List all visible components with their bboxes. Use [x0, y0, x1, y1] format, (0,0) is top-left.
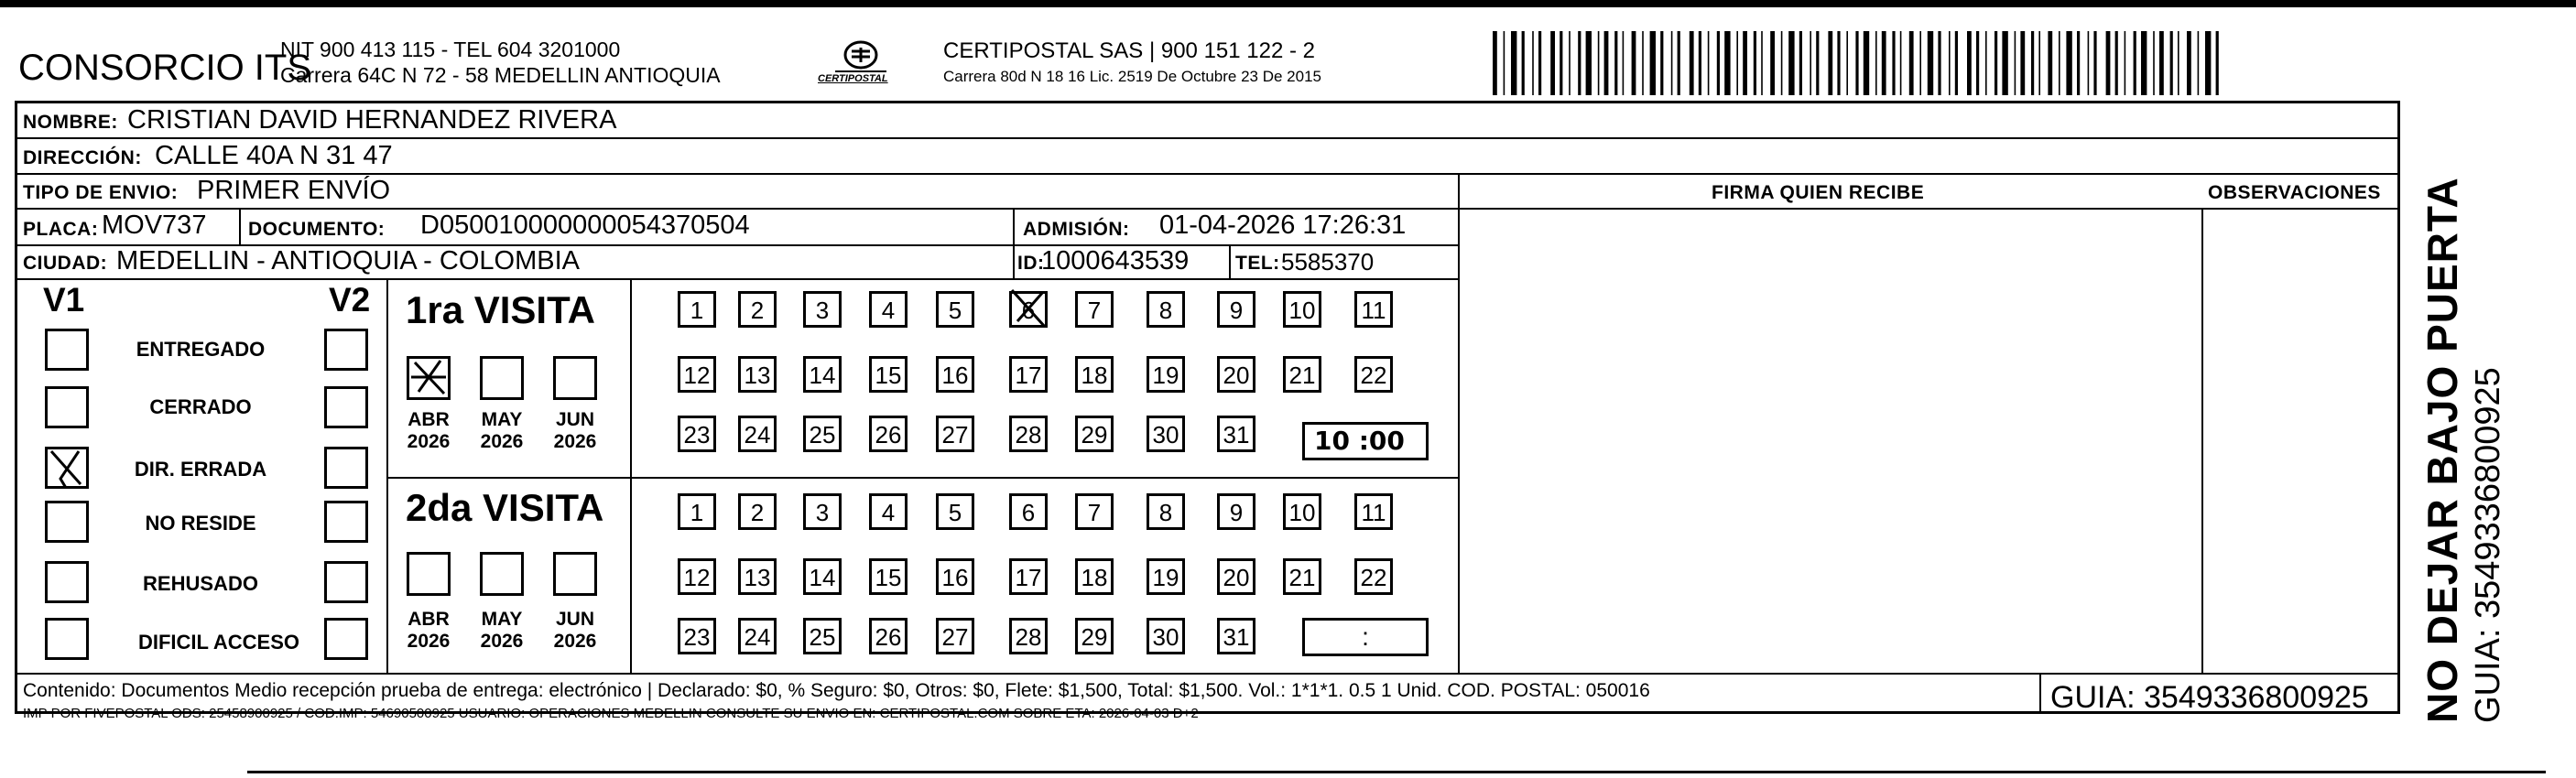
barcode-bar [2187, 31, 2191, 95]
firma-label: FIRMA QUIEN RECIBE [1712, 182, 1925, 203]
barcode-bar [1493, 31, 1497, 95]
barcode-bar [1550, 31, 1555, 95]
first-visit-day-30[interactable]: 30 [1147, 416, 1185, 452]
first-visit-month-label-may: MAY 2026 [480, 409, 524, 452]
first-visit-day-31[interactable]: 31 [1217, 416, 1255, 452]
direccion-label: DIRECCIÓN: [23, 147, 142, 168]
second-visit-day-10[interactable]: 10 [1283, 493, 1321, 530]
barcode-bar [1855, 31, 1858, 95]
barcode-bar [2088, 31, 2090, 95]
second-visit-day-5[interactable]: 5 [936, 493, 974, 530]
barcode-bar [1985, 31, 1987, 95]
second-visit-day-2[interactable]: 2 [738, 493, 777, 530]
barcode-bar [2002, 31, 2007, 95]
barcode-bar [2153, 31, 2155, 95]
second-visit-day-3[interactable]: 3 [803, 493, 842, 530]
second-visit-day-9[interactable]: 9 [1217, 493, 1255, 530]
v1-checkbox-entregado[interactable] [45, 329, 89, 371]
barcode-bar [1976, 31, 1979, 95]
second-visit-day-28[interactable]: 28 [1009, 618, 1048, 654]
barcode-bar [2106, 31, 2111, 95]
tel-value: 5585370 [1281, 248, 1375, 276]
certipostal-info [943, 38, 1321, 90]
first-visit-day-29[interactable]: 29 [1075, 416, 1114, 452]
handwritten-x-mark-icon [1008, 288, 1050, 329]
status-label-dificil-acceso: DIFICIL ACCESO [137, 631, 299, 654]
v1-checkbox-cerrado[interactable] [45, 386, 89, 428]
second-visit-day-6[interactable]: 6 [1009, 493, 1048, 530]
barcode-bar [1938, 31, 1940, 95]
second-visit-day-11[interactable]: 11 [1354, 493, 1393, 530]
barcode-bar [1788, 31, 1794, 95]
first-visit-day-15[interactable]: 15 [869, 356, 908, 393]
barcode-bar [2038, 31, 2040, 95]
barcode-bar [2031, 31, 2034, 95]
first-visit-day-10[interactable]: 10 [1283, 291, 1321, 328]
first-visit-day-2[interactable]: 2 [738, 291, 777, 328]
side-notice [2418, 82, 2546, 723]
id-label: ID: [1017, 253, 1045, 274]
barcode-bar [1919, 31, 1921, 95]
barcode-bar [2205, 31, 2211, 95]
first-visit-day-9[interactable]: 9 [1217, 291, 1255, 328]
second-visit-time-field[interactable] [1302, 618, 1429, 656]
barcode-bar [1724, 31, 1730, 95]
v2-checkbox-no-reside[interactable] [324, 501, 368, 543]
barcode-bar [2216, 31, 2219, 95]
v1-checkbox-no-reside[interactable] [45, 501, 89, 543]
barcode-bar [1532, 31, 1534, 95]
barcode-bar [1660, 31, 1663, 95]
first-visit-day-7[interactable]: 7 [1075, 291, 1114, 328]
v2-checkbox-dificil-acceso[interactable] [324, 618, 368, 660]
barcode-bar [1770, 31, 1775, 95]
first-visit-day-19[interactable]: 19 [1147, 356, 1185, 393]
second-visit-day-22[interactable]: 22 [1354, 558, 1393, 595]
first-visit-day-23[interactable]: 23 [678, 416, 716, 452]
status-label-cerrado: CERRADO [149, 395, 252, 418]
placa-label: PLACA: [23, 219, 99, 240]
barcode-bar [1623, 31, 1625, 95]
first-visit-day-16[interactable]: 16 [936, 356, 974, 393]
barcode-bar [1799, 31, 1802, 95]
first-visit-day-14[interactable]: 14 [803, 356, 842, 393]
bottom-rule [247, 771, 2546, 773]
first-visit-day-4[interactable]: 4 [869, 291, 908, 328]
barcode-bar [1699, 31, 1701, 95]
barcode-bar [1736, 31, 1738, 95]
barcode-bar [1949, 31, 1951, 95]
barcode-bar [1994, 31, 1997, 95]
barcode-bar [2125, 31, 2126, 95]
second-visit-day-29[interactable]: 29 [1075, 618, 1114, 654]
second-visit-day-1[interactable]: 1 [678, 493, 716, 530]
v1-label: V1 [43, 281, 85, 319]
nombre-label: NOMBRE: [23, 112, 118, 133]
barcode-bar [1642, 31, 1644, 95]
v2-checkbox-entregado[interactable] [324, 329, 368, 371]
barcode-bar [1671, 31, 1673, 95]
tel-label: TEL: [1235, 253, 1280, 274]
barcode-bar [1828, 31, 1832, 95]
barcode-bar [1761, 31, 1763, 95]
handwritten-x-mark-icon [409, 359, 448, 397]
second-visit-day-21[interactable]: 21 [1283, 558, 1321, 595]
barcode-bar [1511, 31, 1516, 95]
direccion-value: CALLE 40A N 31 47 [155, 141, 393, 170]
barcode-bar [1781, 31, 1783, 95]
barcode-bar [1846, 31, 1848, 95]
first-visit-time-field[interactable] [1302, 422, 1429, 460]
barcode-bar [1837, 31, 1840, 95]
v1-checkbox-rehusado[interactable] [45, 561, 89, 603]
second-visit-day-7[interactable]: 7 [1075, 493, 1114, 530]
second-visit-day-19[interactable]: 19 [1147, 558, 1185, 595]
barcode-bar [1909, 31, 1914, 95]
second-visit-month-label-jun: JUN 2026 [553, 609, 597, 652]
second-visit-day-13[interactable]: 13 [738, 558, 777, 595]
second-visit-day-30[interactable]: 30 [1147, 618, 1185, 654]
first-visit-day-8[interactable]: 8 [1147, 291, 1185, 328]
barcode-bar [1810, 31, 1811, 95]
first-visit-day-1[interactable]: 1 [678, 291, 716, 328]
admision-label: ADMISIÓN: [1023, 219, 1130, 240]
status-label-rehusado: REHUSADO [143, 572, 258, 595]
footer-guia: GUIA: 3549336800925 [2050, 680, 2369, 715]
admision-value: 01-04-2026 17:26:31 [1159, 211, 1407, 240]
first-visit-day-5[interactable]: 5 [936, 291, 974, 328]
first-visit-day-13[interactable]: 13 [738, 356, 777, 393]
contenido-text: Contenido: Documentos Medio recepción prueba de entrega: electrónico | Declarado: $0, % Seguro: $0, Otros: $0, Flete: $1,500, Total: $1,500. Vol.: 1*1*1. 0.5 1 Unid. COD. POSTAL: 050016 [23, 680, 1650, 701]
barcode-bar [1578, 31, 1581, 95]
observaciones-label: OBSERVACIONES [2208, 182, 2381, 203]
barcode-bar [2178, 31, 2179, 95]
first-visit-day-3[interactable]: 3 [803, 291, 842, 328]
documento-label: DOCUMENTO: [248, 219, 386, 240]
barcode-bar [2159, 31, 2164, 95]
barcode-bar [2134, 31, 2136, 95]
status-label-dir-errada: DIR. ERRADA [134, 458, 267, 481]
second-visit-day-24[interactable]: 24 [738, 618, 777, 654]
first-visit-day-25[interactable]: 25 [803, 416, 842, 452]
second-visit-day-15[interactable]: 15 [869, 558, 908, 595]
first-visit-title: 1ra VISITA [406, 288, 595, 331]
barcode-bar [1632, 31, 1636, 95]
top-border [0, 0, 2576, 7]
second-visit-day-23[interactable]: 23 [678, 618, 716, 654]
first-visit-day-27[interactable]: 27 [936, 416, 974, 452]
barcode-bar [2020, 31, 2025, 95]
second-visit-day-14[interactable]: 14 [803, 558, 842, 595]
barcode-bar [1955, 31, 1958, 95]
v2-label: V2 [329, 281, 371, 319]
barcode-bar [1678, 31, 1680, 95]
barcode-bar [2093, 31, 2096, 95]
first-visit-month-label-abr: ABR 2026 [407, 409, 451, 452]
barcode-bar [1522, 31, 1525, 95]
barcode-bar [1708, 31, 1710, 95]
barcode-bar [1569, 31, 1571, 95]
barcode-bar [1614, 31, 1617, 95]
barcode-bar [2059, 31, 2060, 95]
first-visit-time-value: 10 :00 [1314, 426, 1405, 456]
barcode [1493, 31, 2225, 95]
v1-checkbox-dificil-acceso[interactable] [45, 618, 89, 660]
barcode-bar [1900, 31, 1902, 95]
barcode-bar [2048, 31, 2052, 95]
first-visit-month-checkbox-may[interactable] [480, 356, 524, 400]
status-label-entregado: ENTREGADO [136, 338, 266, 361]
first-visit-day-12[interactable]: 12 [678, 356, 716, 393]
certi-line2: Carrera 80d N 18 16 Lic. 2519 De Octubre 23 De 2015 [943, 68, 1321, 85]
barcode-bar [1504, 31, 1505, 95]
first-visit-day-28[interactable]: 28 [1009, 416, 1048, 452]
ciudad-label: CIUDAD: [23, 253, 108, 274]
v2-checkbox-cerrado[interactable] [324, 386, 368, 428]
company-name: CONSORCIO ITS [18, 48, 312, 88]
barcode-bar [1743, 31, 1747, 95]
first-visit-day-24[interactable]: 24 [738, 416, 777, 452]
barcode-bar [1754, 31, 1756, 95]
barcode-bar [2141, 31, 2147, 95]
first-visit-day-18[interactable]: 18 [1075, 356, 1114, 393]
second-visit-day-31[interactable]: 31 [1217, 618, 1255, 654]
v2-checkbox-dir-errada[interactable] [324, 447, 368, 489]
barcode-bar [1560, 31, 1562, 95]
company-info [280, 37, 721, 88]
v2-checkbox-rehusado[interactable] [324, 561, 368, 603]
second-visit-day-12[interactable]: 12 [678, 558, 716, 595]
first-visit-day-17[interactable]: 17 [1009, 356, 1048, 393]
barcode-bar [1604, 31, 1609, 95]
first-visit-month-checkbox-jun[interactable] [553, 356, 597, 400]
first-visit-day-21[interactable]: 21 [1283, 356, 1321, 393]
barcode-bar [1586, 31, 1592, 95]
second-visit-day-17[interactable]: 17 [1009, 558, 1048, 595]
first-visit-month-checkbox-abr[interactable] [407, 356, 451, 400]
status-label-no-reside: NO RESIDE [145, 512, 256, 535]
second-visit-day-27[interactable]: 27 [936, 618, 974, 654]
second-visit-day-26[interactable]: 26 [869, 618, 908, 654]
second-visit-day-20[interactable]: 20 [1217, 558, 1255, 595]
barcode-bar [1967, 31, 1972, 95]
barcode-bar [1717, 31, 1720, 95]
barcode-bar [1864, 31, 1869, 95]
barcode-bar [1650, 31, 1656, 95]
barcode-bar [2115, 31, 2118, 95]
barcode-bar [2077, 31, 2080, 95]
first-visit-day-11[interactable]: 11 [1354, 291, 1393, 328]
second-visit-time-value: : [1362, 622, 1369, 651]
first-visit-day-22[interactable]: 22 [1354, 356, 1393, 393]
tipo-label: TIPO DE ENVIO: [23, 182, 179, 203]
barcode-bar [2198, 31, 2200, 95]
second-visit-month-label-abr: ABR 2026 [407, 609, 451, 652]
form-frame [15, 101, 2400, 721]
second-visit-day-4[interactable]: 4 [869, 493, 908, 530]
v1-checkbox-dir-errada[interactable] [45, 447, 89, 489]
nit-line: NIT 900 413 115 - TEL 604 3201000 [280, 38, 621, 61]
second-visit-day-25[interactable]: 25 [803, 618, 842, 654]
imp-text: IMP POR FIVEPOSTAL ODS: 25458900925 / COD.IMP: 54690500925 USUARIO: OPERACIONES MEDELLIN CONSULTE SU ENVIO EN: CERTIPOSTAL.COM SOBRE ETA: 2026-04-03 D+2 [23, 706, 1199, 721]
barcode-bar [1598, 31, 1600, 95]
ciudad-value: MEDELLIN - ANTIOQUIA - COLOMBIA [116, 246, 580, 276]
side-notice-guia: GUIA: 3549336800925 [2469, 367, 2507, 723]
barcode-bar [1882, 31, 1886, 95]
second-visit-month-checkbox-abr[interactable] [407, 552, 451, 596]
second-visit-month-checkbox-jun[interactable] [553, 552, 597, 596]
certi-line1: CERTIPOSTAL SAS | 900 151 122 - 2 [943, 38, 1315, 63]
second-visit-day-18[interactable]: 18 [1075, 558, 1114, 595]
logo-text: CERTIPOSTAL [818, 73, 888, 84]
placa-value: MOV737 [102, 211, 207, 240]
first-visit-day-6[interactable]: 6 [1009, 291, 1048, 328]
second-visit-day-8[interactable]: 8 [1147, 493, 1185, 530]
first-visit-day-26[interactable]: 26 [869, 416, 908, 452]
tipo-value: PRIMER ENVÍO [197, 176, 391, 205]
barcode-bar [1875, 31, 1877, 95]
id-value: 1000643539 [1041, 246, 1190, 276]
barcode-bar [2015, 31, 2016, 95]
second-visit-month-label-may: MAY 2026 [480, 609, 524, 652]
second-visit-day-16[interactable]: 16 [936, 558, 974, 595]
side-notice-line1: NO DEJAR BAJO PUERTA [2418, 177, 2466, 723]
nombre-value: CRISTIAN DAVID HERNANDEZ RIVERA [127, 105, 617, 135]
address-line: Carrera 64C N 72 - 58 MEDELLIN ANTIOQUIA [280, 63, 721, 87]
barcode-bar [2170, 31, 2173, 95]
handwritten-x-mark-icon [48, 449, 86, 486]
barcode-bar [1538, 31, 1541, 95]
barcode-bar [2066, 31, 2071, 95]
first-visit-day-20[interactable]: 20 [1217, 356, 1255, 393]
second-visit-month-checkbox-may[interactable] [480, 552, 524, 596]
barcode-bar [1892, 31, 1895, 95]
first-visit-month-label-jun: JUN 2026 [553, 409, 597, 452]
documento-value: D050010000000054370504 [420, 211, 750, 240]
barcode-bar [1690, 31, 1694, 95]
barcode-bar [1928, 31, 1933, 95]
barcode-bar [1816, 31, 1819, 95]
second-visit-title: 2da VISITA [406, 486, 604, 529]
